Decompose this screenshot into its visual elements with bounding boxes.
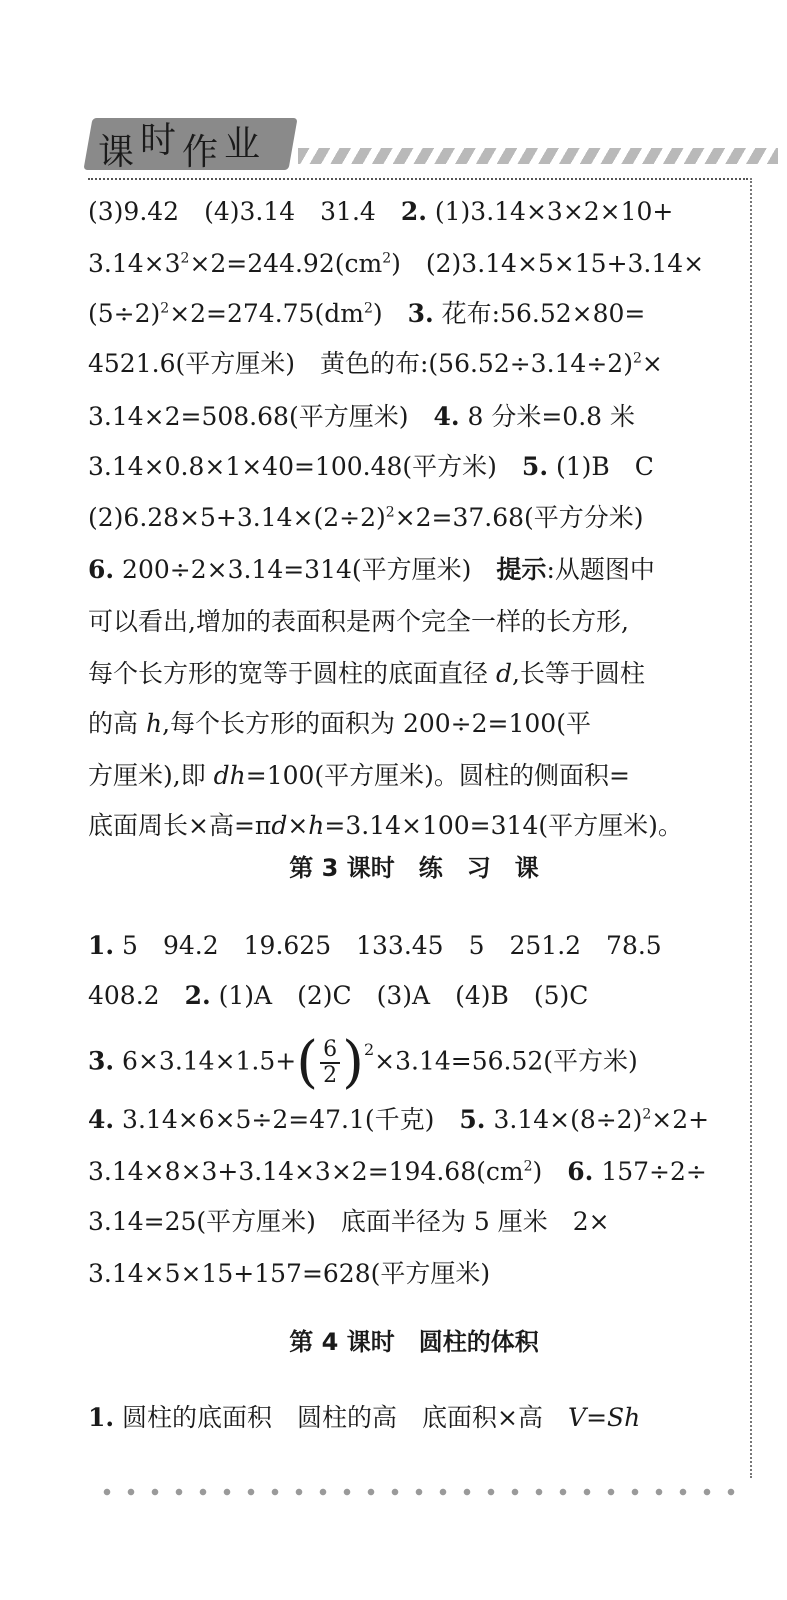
answer-line: $(5\div 2)^2\times 2=274.75(dm^2)$ 3. 花布:56.52×80= bbox=[88, 299, 646, 328]
header-char: 课 bbox=[98, 132, 141, 173]
lesson-homework-header bbox=[88, 118, 778, 180]
answer-line: 的高 h,每个长方形的面积为 200÷2=100(平 bbox=[88, 709, 591, 738]
answer-line: 底面周长×高=πd×h=3.14×100=314(平方厘米)。 bbox=[88, 811, 683, 840]
margin-divider bbox=[750, 178, 752, 1478]
header-char: 作 bbox=[182, 132, 225, 173]
answer-line: 1. 5 94.2 19.625 133.45 5 251.2 78.5 bbox=[88, 931, 662, 960]
answer-line: 408.2 2. (1)A (2)C (3)A (4)B (5)C bbox=[88, 981, 589, 1010]
section-title-lesson-4: 第 4 课时 圆柱的体积 bbox=[289, 1328, 539, 1356]
answer-line: 1. 圆柱的底面积 圆柱的高 底面积×高 V=Sh bbox=[88, 1403, 641, 1432]
fraction-expression: ( $\frac{6}{2}$ )$^2$ bbox=[296, 1030, 375, 1095]
answer-line: 3.14×5×15+157=628(平方厘米) bbox=[88, 1259, 491, 1288]
answer-line: 3.14=25(平方厘米) 底面半径为 5 厘米 2× bbox=[88, 1207, 610, 1236]
answer-line: $(2)6.28\times 5+3.14\times(2\div 2)^2\times 2=37.68$(平方分米) bbox=[88, 503, 644, 532]
answer-line: 3.14×2=508.68(平方厘米) 4. 8 分米=0.8 米 bbox=[88, 402, 636, 431]
answer-line: 4. 3.14×6×5÷2=47.1(千克) 5. $3.14\times(8\div 2)^2\times 2+$ bbox=[88, 1105, 710, 1134]
answer-line: 6. 200÷2×3.14=314(平方厘米) 提示:从题图中 bbox=[88, 555, 655, 584]
section-title-lesson-3: 第 3 课时 练 习 课 bbox=[289, 854, 539, 882]
header-char: 时 bbox=[140, 120, 183, 161]
answer-line: 每个长方形的宽等于圆柱的底面直径 d,长等于圆柱 bbox=[88, 659, 645, 688]
answer-line: 方厘米),即 dh=100(平方厘米)。圆柱的侧面积= bbox=[88, 761, 630, 790]
answer-line: (3)9.42 (4)3.14 31.4 2. (1)3.14×3×2×10+ bbox=[88, 197, 674, 226]
header-divider bbox=[88, 178, 748, 180]
header-decoration bbox=[298, 148, 778, 164]
answer-line: 4521.6(平方厘米) 黄色的布$:(56.52\div 3.14\div 2)^2\times$ bbox=[88, 349, 663, 378]
header-title bbox=[98, 120, 298, 173]
answer-line: 3.14×0.8×1×40=100.48(平方米) 5. (1)B C bbox=[88, 452, 654, 481]
answer-line: 3. 6×3.14×1.5+( $\frac{6}{2}$ )$^2$×3.14=56.52(平方米) bbox=[88, 1030, 638, 1095]
fraction: $\frac{6}{2}$ bbox=[320, 1038, 340, 1088]
answer-line: $3.14\times 3^2\times 2=244.92(cm^2)$ (2)3.14×5×15+3.14× bbox=[88, 249, 705, 278]
answer-line: 可以看出,增加的表面积是两个完全一样的长方形, bbox=[88, 607, 629, 636]
answer-line: $3.14\times 8\times 3+3.14\times 3\times 2=194.68(cm^2)$ 6. 157÷2÷ bbox=[88, 1157, 707, 1186]
header-char: 业 bbox=[224, 124, 267, 165]
footer-decoration bbox=[95, 1486, 735, 1498]
